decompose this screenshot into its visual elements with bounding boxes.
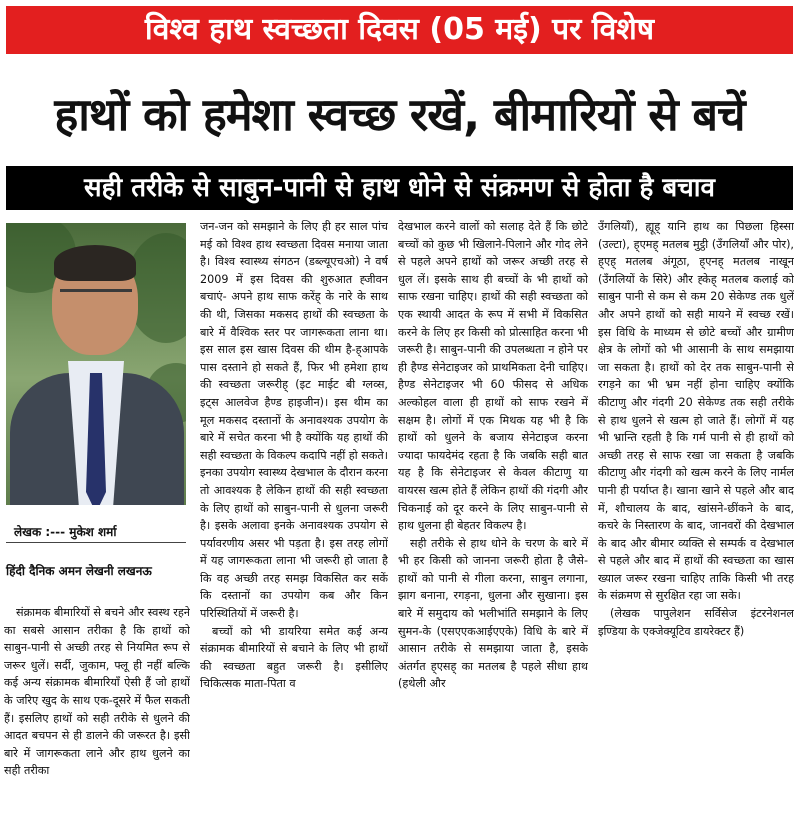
author-note: (लेखक पापुलेशन सर्विसेज इंटरनेशनल इण्डिया के एक्जेक्यूटिव डायरेक्टर हैं) (598, 607, 794, 638)
headline: हाथों को हमेशा स्वच्छ रखें, बीमारियों से बचें (54, 88, 745, 141)
paragraph: बच्चों को भी डायरिया समेत कई अन्य संक्रामक बीमारियों से बचाने के लिए भी हाथों की स्वच्छता बहुत जरूरी है। इसीलिए चिकित्सक माता-पिता व (200, 624, 388, 691)
divider (6, 542, 186, 543)
author-byline: लेखक :--- मुकेश शर्मा (14, 525, 117, 539)
paragraph: सही तरीके से हाथ धोने के चरण के बारे में भी हर किसी को जानना जरूरी होता है जैसे- हाथों को पानी से गीला करना, साबुन लगाना, झाग बनाना, रगड़ना, धुलना और सुखाना। इस बारे में समुदाय को भलीभांति समझाने के लिए सुमन-के (एसएएकआईएएके) विधि के बारे में आसान तरीके से समझाया जाता है, इसके अंतर्गत ह्एसह् का मतलब है पहले सीधा हाथ (हथेली और (398, 536, 588, 691)
article-column-4 (598, 218, 794, 814)
article-column-1 (4, 604, 190, 814)
kicker-banner: विश्व हाथ स्वच्छता दिवस (05 मई) पर विशेष (6, 6, 793, 54)
author-photo (6, 223, 186, 505)
article-column-2 (200, 218, 388, 814)
article-column-3 (398, 218, 588, 814)
paragraph: देखभाल करने वालों को सलाह देते हैं कि छोटे बच्चों को कुछ भी खिलाने-पिलाने और गोद लेने से पहले अपने हाथों को जरूर अच्छी तरह से धुल लें। इसके साथ ही बच्चों के भी हाथों को साफ रखना चाहिए। हाथों की सही स्वच्छता को एक स्थायी आदत के रूप में सभी में विकसित करने के लिए हर किसी को प्रोत्साहित करना भी जरूरी है। साबुन-पानी की उपलब्धता न होने पर ही हैण्ड सेनेटाइजर को प्राथमिकता देनी चाहिए। हैण्ड सेनेटाइजर भी 60 फीसद से अधिक अल्कोहल वाला ही हाथों को साफ रखने में सक्षम है। लोगों में एक मिथक यह भी है कि हाथों को धुलने के बजाय सेनेटाइज करना ज्यादा फायदेमंद रहता है कि जबकि सही बात यह है कि सेनेटाइजर से केवल कीटाणु या वायरस खत्म होते हैं लेकिन हाथों की गंदगी और चिकनाई को दूर करने के लिए साबुन-पानी से हाथ धुलना ही बेहतर विकल्प है। (398, 220, 588, 533)
paragraph: उँगलियाँ), ह्यूह् यानि हाथ का पिछला हिस्सा (उल्टा), ह्एमह् मतलब मुट्ठी (उँगलियाँ और पोर), ह्एह् मतलब अंगूठा, ह्एनह् मतलब नाखून (उँगलियों के सिरे) और ह्केह् मतलब कलाई को साबुन पानी से कम से कम 20 सेकेण्ड तक धुलें और अपने हाथों को सही मायने में स्वच्छ रखें। इस विधि के माध्यम से छोटे बच्चों और ग्रामीण क्षेत्र के लोगों को भी आसानी के साथ समझाया जा सकता है। हाथों को देर तक साबुन-पानी से रगड़ने का भी भ्रम नहीं होना चाहिए क्योंकि कीटाणु और गंदगी 20 सेकेण्ड तक सही तरीके से हाथ धुलने से खत्म हो जाते हैं। लोगों में यह भी भ्रान्ति रहती है कि गर्म पानी से ही हाथों को अच्छी तरह से साफ रखा जा सकता है जबकि कीटाणु और गंदगी को खत्म करने के लिए नार्मल पानी ही पर्याप्त है। खाना खाने से पहले और बाद में, शौचालय के बाद, खांसने-छींकने के बाद, कचरे के निस्तारण के बाद, जानवरों की देखभाल के बाद और बीमार व्यक्ति से सम्पर्क व देखभाल से पहले और बाद में हाथों की स्वच्छता का खास ख्याल जरूर रखना चाहिए ताकि किसी भी तरह के संक्रमण से सुरक्षित रहा जा सके। (598, 220, 794, 603)
paragraph: जन-जन को समझाने के लिए ही हर साल पांच मई को विश्व हाथ स्वच्छता दिवस मनाया जाता है। विश्व स्वास्थ्य संगठन (डब्ल्यूएचओ) ने वर्ष 2009 में इस दिवस की शुरुआत ह्जीवन बचाएं- अपने हाथ साफ करेंह् के नारे के साथ की थी, जिसका मकसद हाथों की स्वच्छता के बारे में वैश्विक स्तर पर जागरूकता लाना था। इस साल इस खास दिवस की थीम है-ह्आपके पास दस्ताने हो सकते हैं, फिर भी हमेशा हाथ की स्वच्छता जरूरीह् (इट माईट बी ग्लव्स, इट्स आलवेज हैण्ड हाइजीन)। इस थीम का मूल मकसद दस्तानों के अनावश्यक उपयोग के बारे में सचेत करना भी है क्योंकि यह हाथों की सही स्वच्छता के विकल्प कदापि नहीं हो सकते। इनका उपयोग स्वास्थ्य देखभाल के दौरान करना तो आवश्यक है लेकिन हाथों की सही स्वच्छता के लिए हाथों को साबुन-पानी से धुलना जरूरी है। इसके अलावा इनके अनावश्यक उपयोग से पर्यावरणीय असर भी पड़ता है। इस तरह लोगों में यह जागरूकता लाना भी जरूरी हो जाता है कि वह अच्छी तरह समझ विकसित कर सकें कि दस्तानों का उपयोग कब और किन परिस्थितियों में जरूरी है। (200, 220, 388, 621)
publication-source: हिंदी दैनिक अमन लेखनी लखनऊ (6, 564, 152, 578)
paragraph: संक्रामक बीमारियों से बचने और स्वस्थ रहने का सबसे आसान तरीका है कि हाथों को साबुन-पानी से अच्छी तरह से नियमित रूप से जरूर धुलें। सर्दी, जुकाम, फ्लू ही नहीं बल्कि कई अन्य संक्रामक बीमारियाँ ऐसी हैं जो हाथों के जरिए खुद के साथ एक-दूसरे में फैल सकती हैं। इसलिए हाथों को सही तरीके से धुलने की आदत बचपन से ही डालने की जरूरत है। इसी बारे में जागरूकता लाने और हाथ धुलने का सही तरीका (4, 606, 190, 778)
subheadline-banner: सही तरीके से साबुन-पानी से हाथ धोने से संक्रमण से होता है बचाव (6, 166, 793, 210)
